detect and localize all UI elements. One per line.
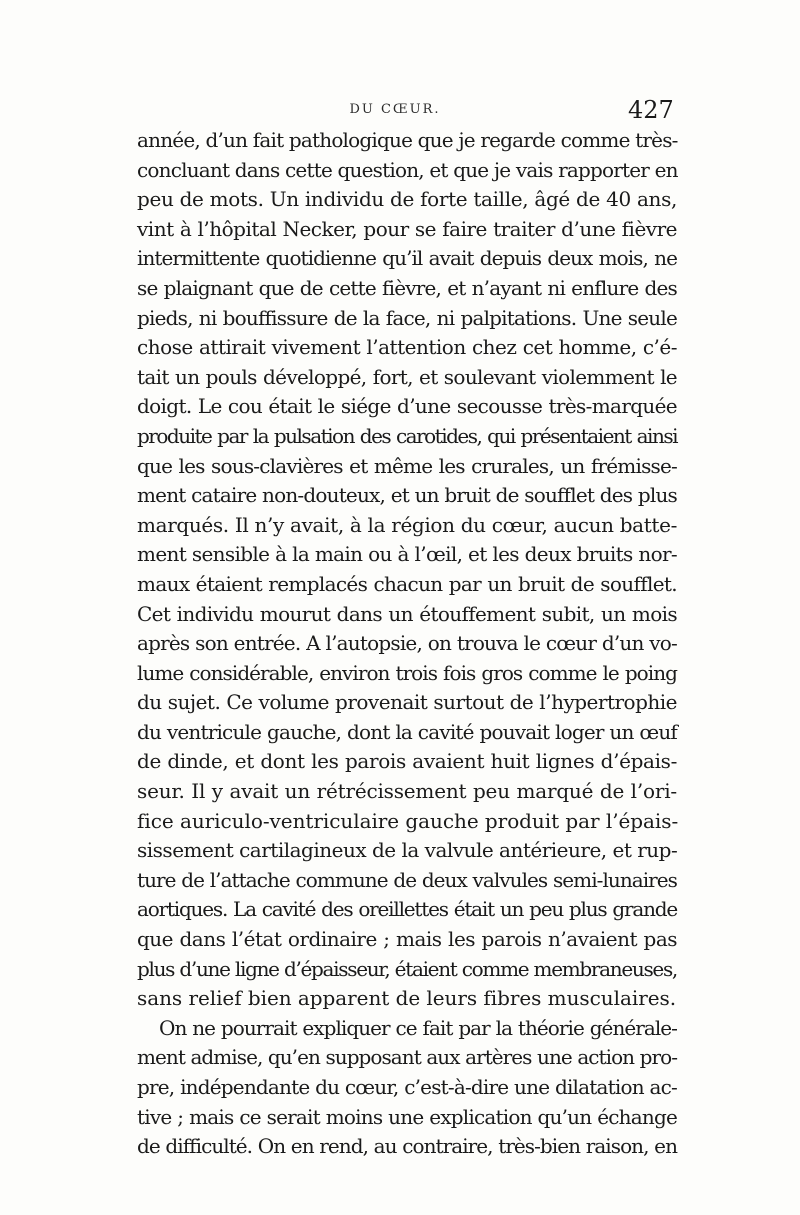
body-text xyxy=(137,126,677,1162)
text-line: maux étaient remplacés chacun par un bruit de soufflet. xyxy=(137,571,677,596)
text-line: seur. Il y avait un rétrécissement peu marqué de l’ori- xyxy=(137,779,677,804)
text-line: pieds, ni bouffissure de la face, ni palpitations. Une seule xyxy=(137,305,677,330)
text-line: aortiques. La cavité des oreillettes était un peu plus grande xyxy=(137,897,677,922)
text-line: vint à l’hôpital Necker, pour se faire traiter d’une fièvre xyxy=(137,216,677,241)
text-line: du ventricule gauche, dont la cavité pouvait loger un œuf xyxy=(137,719,677,744)
page-number: 427 xyxy=(628,96,674,124)
paragraph xyxy=(137,1014,677,1162)
text-line: ture de l’attache commune de deux valvules semi-lunaires xyxy=(137,867,677,892)
text-line: sissement cartilagineux de la valvule antérieure, et rup- xyxy=(137,838,678,863)
text-line: On ne pourrait expliquer ce fait par la théorie générale- xyxy=(159,1015,677,1040)
text-line: plus d’une ligne d’épaisseur, étaient comme membraneuses, xyxy=(137,956,677,981)
text-line: se plaignant que de cette fièvre, et n’ayant ni enflure des xyxy=(137,275,677,300)
text-line: Cet individu mourut dans un étouffement subit, un mois xyxy=(137,601,677,626)
text-line: fice auriculo-ventriculaire gauche produit par l’épais- xyxy=(137,808,679,833)
text-line: chose attirait vivement l’attention chez cet homme, c’é- xyxy=(137,335,677,360)
text-line: intermittente quotidienne qu’il avait depuis deux mois, ne xyxy=(137,246,677,271)
text-line: année, d’un fait pathologique que je regarde comme très- xyxy=(137,128,678,152)
text-line: concluant dans cette question, et que je vais rapporter en xyxy=(137,157,678,182)
text-line: lume considérable, environ trois fois gros comme le poing xyxy=(137,660,677,685)
text-line: ment sensible à la main ou à l’œil, et les deux bruits nor- xyxy=(137,542,677,567)
text-line: ment admise, qu’en supposant aux artères une action pro- xyxy=(137,1045,677,1070)
text-line: de dinde, et dont les parois avaient huit lignes d’épais- xyxy=(137,749,677,774)
text-line: du sujet. Ce volume provenait surtout de l’hypertrophie xyxy=(137,690,677,715)
text-line: après son entrée. A l’autopsie, on trouva le cœur d’un vo- xyxy=(137,631,677,656)
text-line: ment cataire non-douteux, et un bruit de soufflet des plus xyxy=(137,483,677,508)
text-line: que dans l’état ordinaire ; mais les parois n’avaient pas xyxy=(137,927,677,952)
text-line: peu de mots. Un individu de forte taille, âgé de 40 ans, xyxy=(137,187,677,212)
text-line: marqués. Il n’y avait, à la région du cœur, aucun batte- xyxy=(137,512,677,537)
text-line: doigt. Le cou était le siége d’une secousse très-marquée xyxy=(137,394,677,419)
text-line: tait un pouls développé, fort, et soulevant violemment le xyxy=(137,364,677,389)
running-title: DU CŒUR. xyxy=(349,102,441,117)
text-line: pre, indépendante du cœur, c’est-à-dire une dilatation ac- xyxy=(137,1075,677,1099)
text-line: que les sous-clavières et même les crurales, un frémisse- xyxy=(137,453,677,478)
paragraph xyxy=(137,126,677,1014)
text-line: produite par la pulsation des carotides, qui présentaient ainsi xyxy=(137,423,677,448)
text-line: de difficulté. On en rend, au contraire, très-bien raison, en xyxy=(137,1134,677,1159)
text-line: tive ; mais ce serait moins une explication qu’un échange xyxy=(137,1104,677,1129)
running-header xyxy=(0,96,800,126)
text-line: sans relief bien apparent de leurs fibres musculaires. xyxy=(137,986,677,1011)
